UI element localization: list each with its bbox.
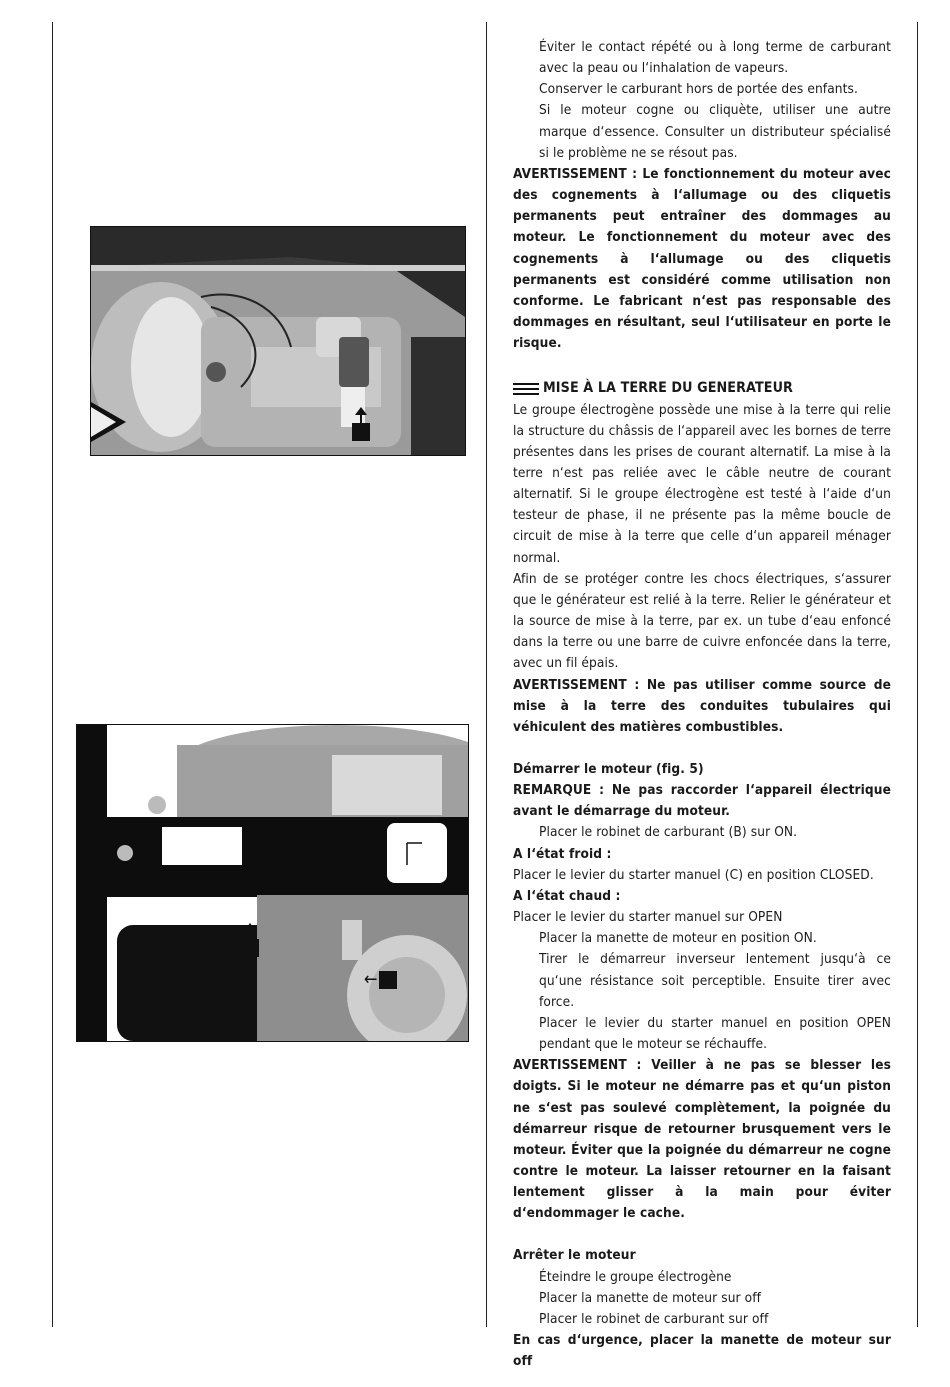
step-text: Tirer le démarreur inverseur lentement jusqu‘à ce qu‘une résistance soit perceptible. Ensuite tirer avec force. — [539, 951, 891, 1010]
warning-paragraph: AVERTISSEMENT : Le fonctionnement du moteur avec des cognements à l‘allumage ou des cliquetis permanents peut entraîner des dommages au moteur. Le fonctionnement du moteur avec des cognements à l‘allumage ou des cliquetis permanents est considéré comme utilisation non conforme. Le fabricant n‘est pas responsable des dommages en résultant, seul l‘utilisateur en porte le risque. — [513, 165, 891, 352]
right-margin-rule — [917, 22, 918, 1327]
arrow-stem — [249, 931, 251, 939]
right-text-column — [513, 37, 891, 1372]
paragraph: Afin de se protéger contre les chocs électriques, s‘assurer que le générateur est relié à la terre. Relier le générateur et la source de mise à la terre, par ex. un tube d‘eau enfoncé dans la terre ou une barre de cuivre enfoncée dans la terre, avec un fil épais. — [513, 570, 891, 672]
warning-paragraph: AVERTISSEMENT : Ne pas utiliser comme source de mise à la terre des conduites tubulaires qui véhiculent des matières combustibles. — [513, 676, 891, 735]
step-text: Placer la manette de moteur en position ON. — [539, 930, 817, 947]
step-text: Placer le robinet de carburant sur off — [539, 1310, 769, 1327]
subsection-title: Démarrer le moteur (fig. 5) — [513, 761, 704, 777]
left-margin-rule — [52, 22, 53, 1327]
arrow-stem — [360, 415, 362, 423]
figure-generator-start-photo — [76, 724, 469, 1042]
paragraph: Le groupe électrogène possède une mise à la terre qui relie la structure du châssis de l‘appareil avec les bornes de terre présentes dans les prises de courant alternatif. La mise à la terre n‘est pas reliée avec le câble neutre de courant alternatif. Si le groupe électrogène est testé à l‘aide d‘un testeur de phase, il ne présente pas la même boucle de circuit de mise à la terre que celle d‘un appareil ménager normal. — [513, 401, 891, 566]
step-text: Placer le robinet de carburant (B) sur ON. — [539, 824, 798, 841]
paragraph: Conserver le carburant hors de portée des enfants. — [539, 81, 858, 98]
step-text: Placer la manette de moteur sur off — [539, 1289, 762, 1306]
figure-marker-a — [352, 423, 370, 441]
section-heading-text: MISE À LA TERRE DU GENERATEUR — [543, 380, 793, 397]
center-column-rule — [486, 22, 487, 1327]
generator-photo-drawing — [77, 725, 468, 1041]
engine-photo-drawing — [91, 227, 465, 455]
subsection-title: A l‘état chaud : — [513, 887, 621, 904]
step-text: Placer le levier du starter manuel en position OPEN pendant que le moteur se réchauffe. — [539, 1014, 891, 1053]
emergency-note: En cas d‘urgence, placer la manette de moteur sur off — [513, 1332, 891, 1370]
section-heading — [513, 378, 891, 399]
paragraph: Éviter le contact répété ou à long terme de carburant avec la peau ou l‘inhalation de vapeurs. — [539, 39, 891, 77]
paragraph: Placer le levier du starter manuel sur OPEN — [513, 909, 783, 926]
warning-paragraph: AVERTISSEMENT : Veiller à ne pas se blesser les doigts. Si le moteur ne démarre pas et qu‘un piston ne s‘est pas soulevé complètement, la poignée du démarreur risque de retourner brusquement vers le moteur. Éviter que la poignée du démarreur ne cogne contre le moteur. La laisser retourner en la faisant lentement glisser à la main pour éviter d‘endommager le cache. — [513, 1057, 891, 1222]
subsection-title: Arrêter le moteur — [513, 1247, 636, 1264]
paragraph: Si le moteur cogne ou cliquète, utiliser une autre marque d‘essence. Consulter un distributeur spécialisé si le problème ne se résout pas. — [539, 102, 891, 161]
figure-marker-c — [379, 971, 397, 989]
paragraph: Placer le levier du starter manuel (C) en position CLOSED. — [513, 866, 874, 883]
arrow-left-icon: ← — [364, 969, 378, 990]
arrow-icon — [244, 923, 256, 931]
menu-bars-icon — [513, 380, 539, 398]
figure-marker-b — [241, 939, 259, 957]
remark-paragraph: REMARQUE : Ne pas raccorder l‘appareil électrique avant le démarrage du moteur. — [513, 782, 891, 820]
figure-fuel-tap-photo — [90, 226, 466, 456]
arrow-icon — [355, 407, 367, 415]
subsection-title: A l‘état froid : — [513, 845, 612, 862]
step-text: Éteindre le groupe électrogène — [539, 1268, 732, 1285]
